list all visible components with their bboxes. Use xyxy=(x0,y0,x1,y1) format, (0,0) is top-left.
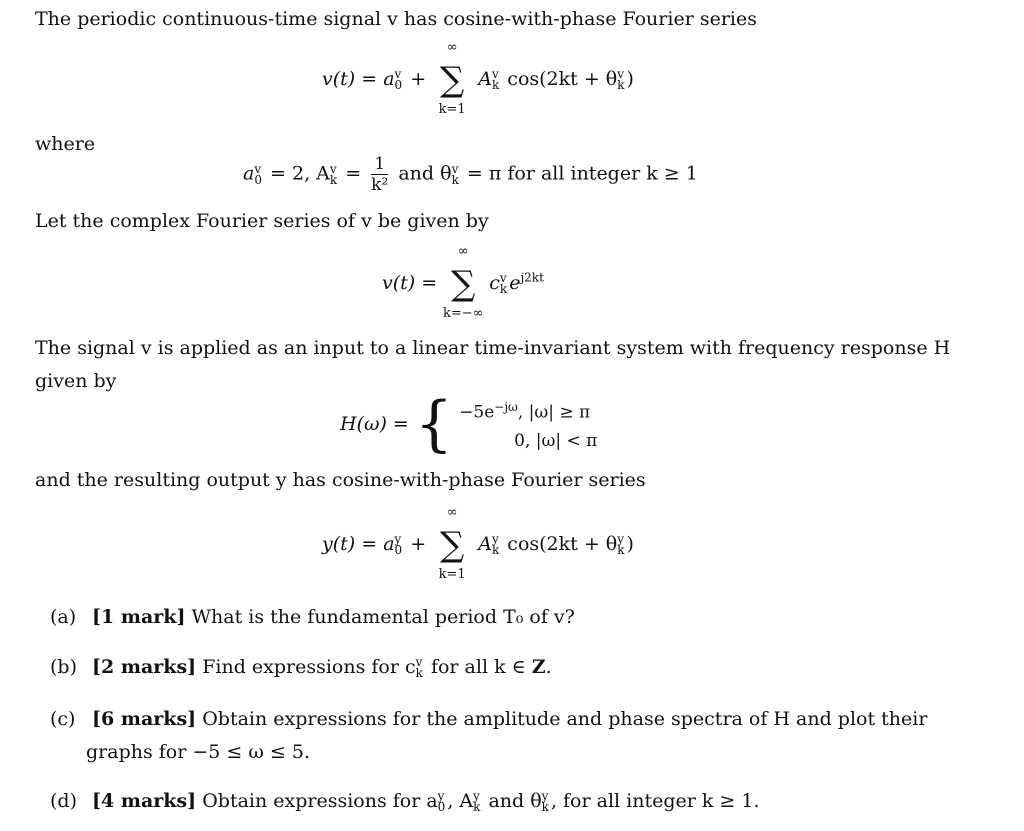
eq2-th-sup: v xyxy=(451,161,459,176)
question-c-text: Obtain expressions for the amplitude and phase spectra of H and plot their xyxy=(202,708,928,730)
eq5-A-sup: y xyxy=(491,532,499,546)
equation-v-cosine-series xyxy=(322,40,634,117)
eq1-plus: + xyxy=(410,68,427,90)
question-d-sup3: y xyxy=(541,789,549,803)
eq2-th-sub: k xyxy=(451,172,459,187)
question-d-text: Obtain expressions for a xyxy=(202,790,438,812)
question-d-sub3: k xyxy=(541,800,549,814)
eq3-sum-bottom: k=−∞ xyxy=(442,306,484,321)
eq4-case1-cond: , |ω| ≥ π xyxy=(517,402,591,423)
eq3-c-script xyxy=(500,273,507,295)
complex-intro-text: Let the complex Fourier series of v be given by xyxy=(35,210,489,232)
question-b-sub: k xyxy=(415,666,423,680)
eq5-a-sub: 0 xyxy=(394,543,403,557)
eq4-case1-val: −5e xyxy=(459,402,495,423)
eq5-sum-top: ∞ xyxy=(446,505,458,520)
question-b-label: (b) xyxy=(50,656,77,678)
question-c-marks: [6 marks] xyxy=(92,708,197,730)
eq5-a-sup: y xyxy=(394,532,402,546)
eq1-A-script xyxy=(492,69,499,91)
eq1-a-sup: v xyxy=(394,67,402,81)
eq1-A-sub: k xyxy=(491,78,500,92)
eq4-case1-sup: −jω xyxy=(494,400,518,414)
eq3-c: c xyxy=(489,272,500,294)
equation-complex-series xyxy=(382,244,544,321)
eq1-sum-bottom: k=1 xyxy=(438,102,466,117)
eq3-exp: e xyxy=(509,272,521,294)
question-b-text: Find expressions for c xyxy=(202,656,416,678)
eq3-exp-sup: j2kt xyxy=(520,270,544,285)
eq3-c-sup: v xyxy=(499,271,507,285)
question-b xyxy=(50,651,552,684)
eq4-case-2 xyxy=(459,427,597,455)
question-d-text3: and θ xyxy=(482,790,542,812)
eq2-A-sub: k xyxy=(329,172,338,187)
eq3-lhs: v(t) = xyxy=(382,272,438,294)
question-a-text: What is the fundamental period T₀ of v? xyxy=(191,606,575,628)
eq4-case-1 xyxy=(459,393,597,427)
question-b-text2: for all k ∈ xyxy=(424,656,532,678)
question-d-sub2: k xyxy=(473,800,481,814)
eq4-lhs: H(ω) = xyxy=(340,412,409,435)
eq2-fraction xyxy=(371,154,388,195)
eq1-a-sub: 0 xyxy=(394,78,403,92)
eq1-close: ) xyxy=(626,68,634,90)
eq1-th-sup: v xyxy=(617,67,624,81)
eq2-a: a xyxy=(243,162,255,185)
eq2-a-sub: 0 xyxy=(254,172,262,187)
question-d-sup2: y xyxy=(473,789,480,803)
eq2-th-script xyxy=(451,161,459,187)
question-d xyxy=(50,785,760,818)
equation-coefficients xyxy=(243,154,698,195)
eq5-close: ) xyxy=(626,533,634,555)
eq1-th-script xyxy=(617,69,624,91)
eq3-sum-top: ∞ xyxy=(457,244,469,259)
question-b-marks: [2 marks] xyxy=(92,656,197,678)
question-d-sup1: y xyxy=(437,789,445,803)
eq1-sum: ∞ ∑ k=1 xyxy=(432,60,472,100)
eq2-eqsign: = xyxy=(345,162,362,185)
question-b-script xyxy=(416,657,423,679)
eq2-A-sup: v xyxy=(329,161,337,176)
question-c-text-line2: graphs for −5 ≤ ω ≤ 5. xyxy=(86,741,310,763)
eq5-th-script xyxy=(617,534,624,556)
eq2-a-sup: v xyxy=(254,161,262,176)
eq2-a-val: = 2, A xyxy=(270,162,330,185)
eq4-brace: { xyxy=(414,388,454,459)
question-d-text2: , A xyxy=(447,790,474,812)
eq5-th-sup: y xyxy=(617,532,624,546)
eq1-A-sup: v xyxy=(491,67,499,81)
eq5-sum: ∞ ∑ k=1 xyxy=(432,525,472,565)
eq3-c-sub: k xyxy=(499,282,508,296)
question-a-marks: [1 mark] xyxy=(92,606,186,628)
question-c-label: (c) xyxy=(50,708,76,730)
eq2-A-script xyxy=(329,161,338,187)
eq1-lhs: v(t) = a xyxy=(322,68,395,90)
equation-y-cosine-series xyxy=(322,505,634,582)
question-d-marks: [4 marks] xyxy=(92,790,197,812)
question-d-script-2 xyxy=(473,791,480,813)
eq2-a-script xyxy=(254,161,262,187)
intro-text: The periodic continuous-time signal v has cosine-with-phase Fourier series xyxy=(35,8,757,30)
eq3-sum: ∞ ∑ k=−∞ xyxy=(443,264,483,304)
eq5-lhs: y(t) = a xyxy=(322,533,395,555)
eq2-frac-num: 1 xyxy=(371,154,388,175)
eq2-rest: = π for all integer k ≥ 1 xyxy=(466,162,698,185)
eq2-and: and θ xyxy=(398,162,452,185)
question-d-sub1: 0 xyxy=(437,800,446,814)
question-d-script-3 xyxy=(542,791,549,813)
eq1-th-sub: k xyxy=(617,78,625,92)
eq5-A-script xyxy=(492,534,499,556)
question-c xyxy=(50,703,927,769)
question-b-bold: Z xyxy=(531,656,546,678)
eq5-term: A xyxy=(478,533,492,555)
eq1-cos: cos(2kt + θ xyxy=(507,68,618,90)
question-b-text3: . xyxy=(545,656,552,678)
where-text: where xyxy=(35,133,96,155)
eq5-a-script xyxy=(395,534,403,556)
question-d-label: (d) xyxy=(50,790,77,812)
eq4-case2-val: 0, xyxy=(514,430,531,451)
system-intro-text: The signal v is applied as an input to a linear time-invariant system with frequency response H xyxy=(35,337,951,359)
eq1-term: A xyxy=(478,68,492,90)
equation-frequency-response xyxy=(340,388,598,459)
eq2-frac-den: k² xyxy=(371,175,389,195)
system-intro-text-2: given by xyxy=(35,370,117,392)
eq5-th-sub: k xyxy=(617,543,625,557)
eq5-sum-bottom: k=1 xyxy=(438,567,466,582)
eq5-plus: + xyxy=(410,533,427,555)
eq4-cases xyxy=(459,393,597,455)
eq4-case2-cond: |ω| < π xyxy=(530,430,598,451)
question-a-label: (a) xyxy=(50,606,77,628)
eq5-A-sub: k xyxy=(491,543,500,557)
question-b-sup: v xyxy=(415,655,423,669)
eq1-sum-top: ∞ xyxy=(446,40,458,55)
question-a xyxy=(50,601,575,634)
eq5-cos: cos(2kt + θ xyxy=(507,533,618,555)
question-d-text4: , for all integer k ≥ 1. xyxy=(550,790,760,812)
output-intro-text: and the resulting output y has cosine-with-phase Fourier series xyxy=(35,469,646,491)
eq1-a-script xyxy=(395,69,403,91)
question-d-script-1 xyxy=(438,791,446,813)
